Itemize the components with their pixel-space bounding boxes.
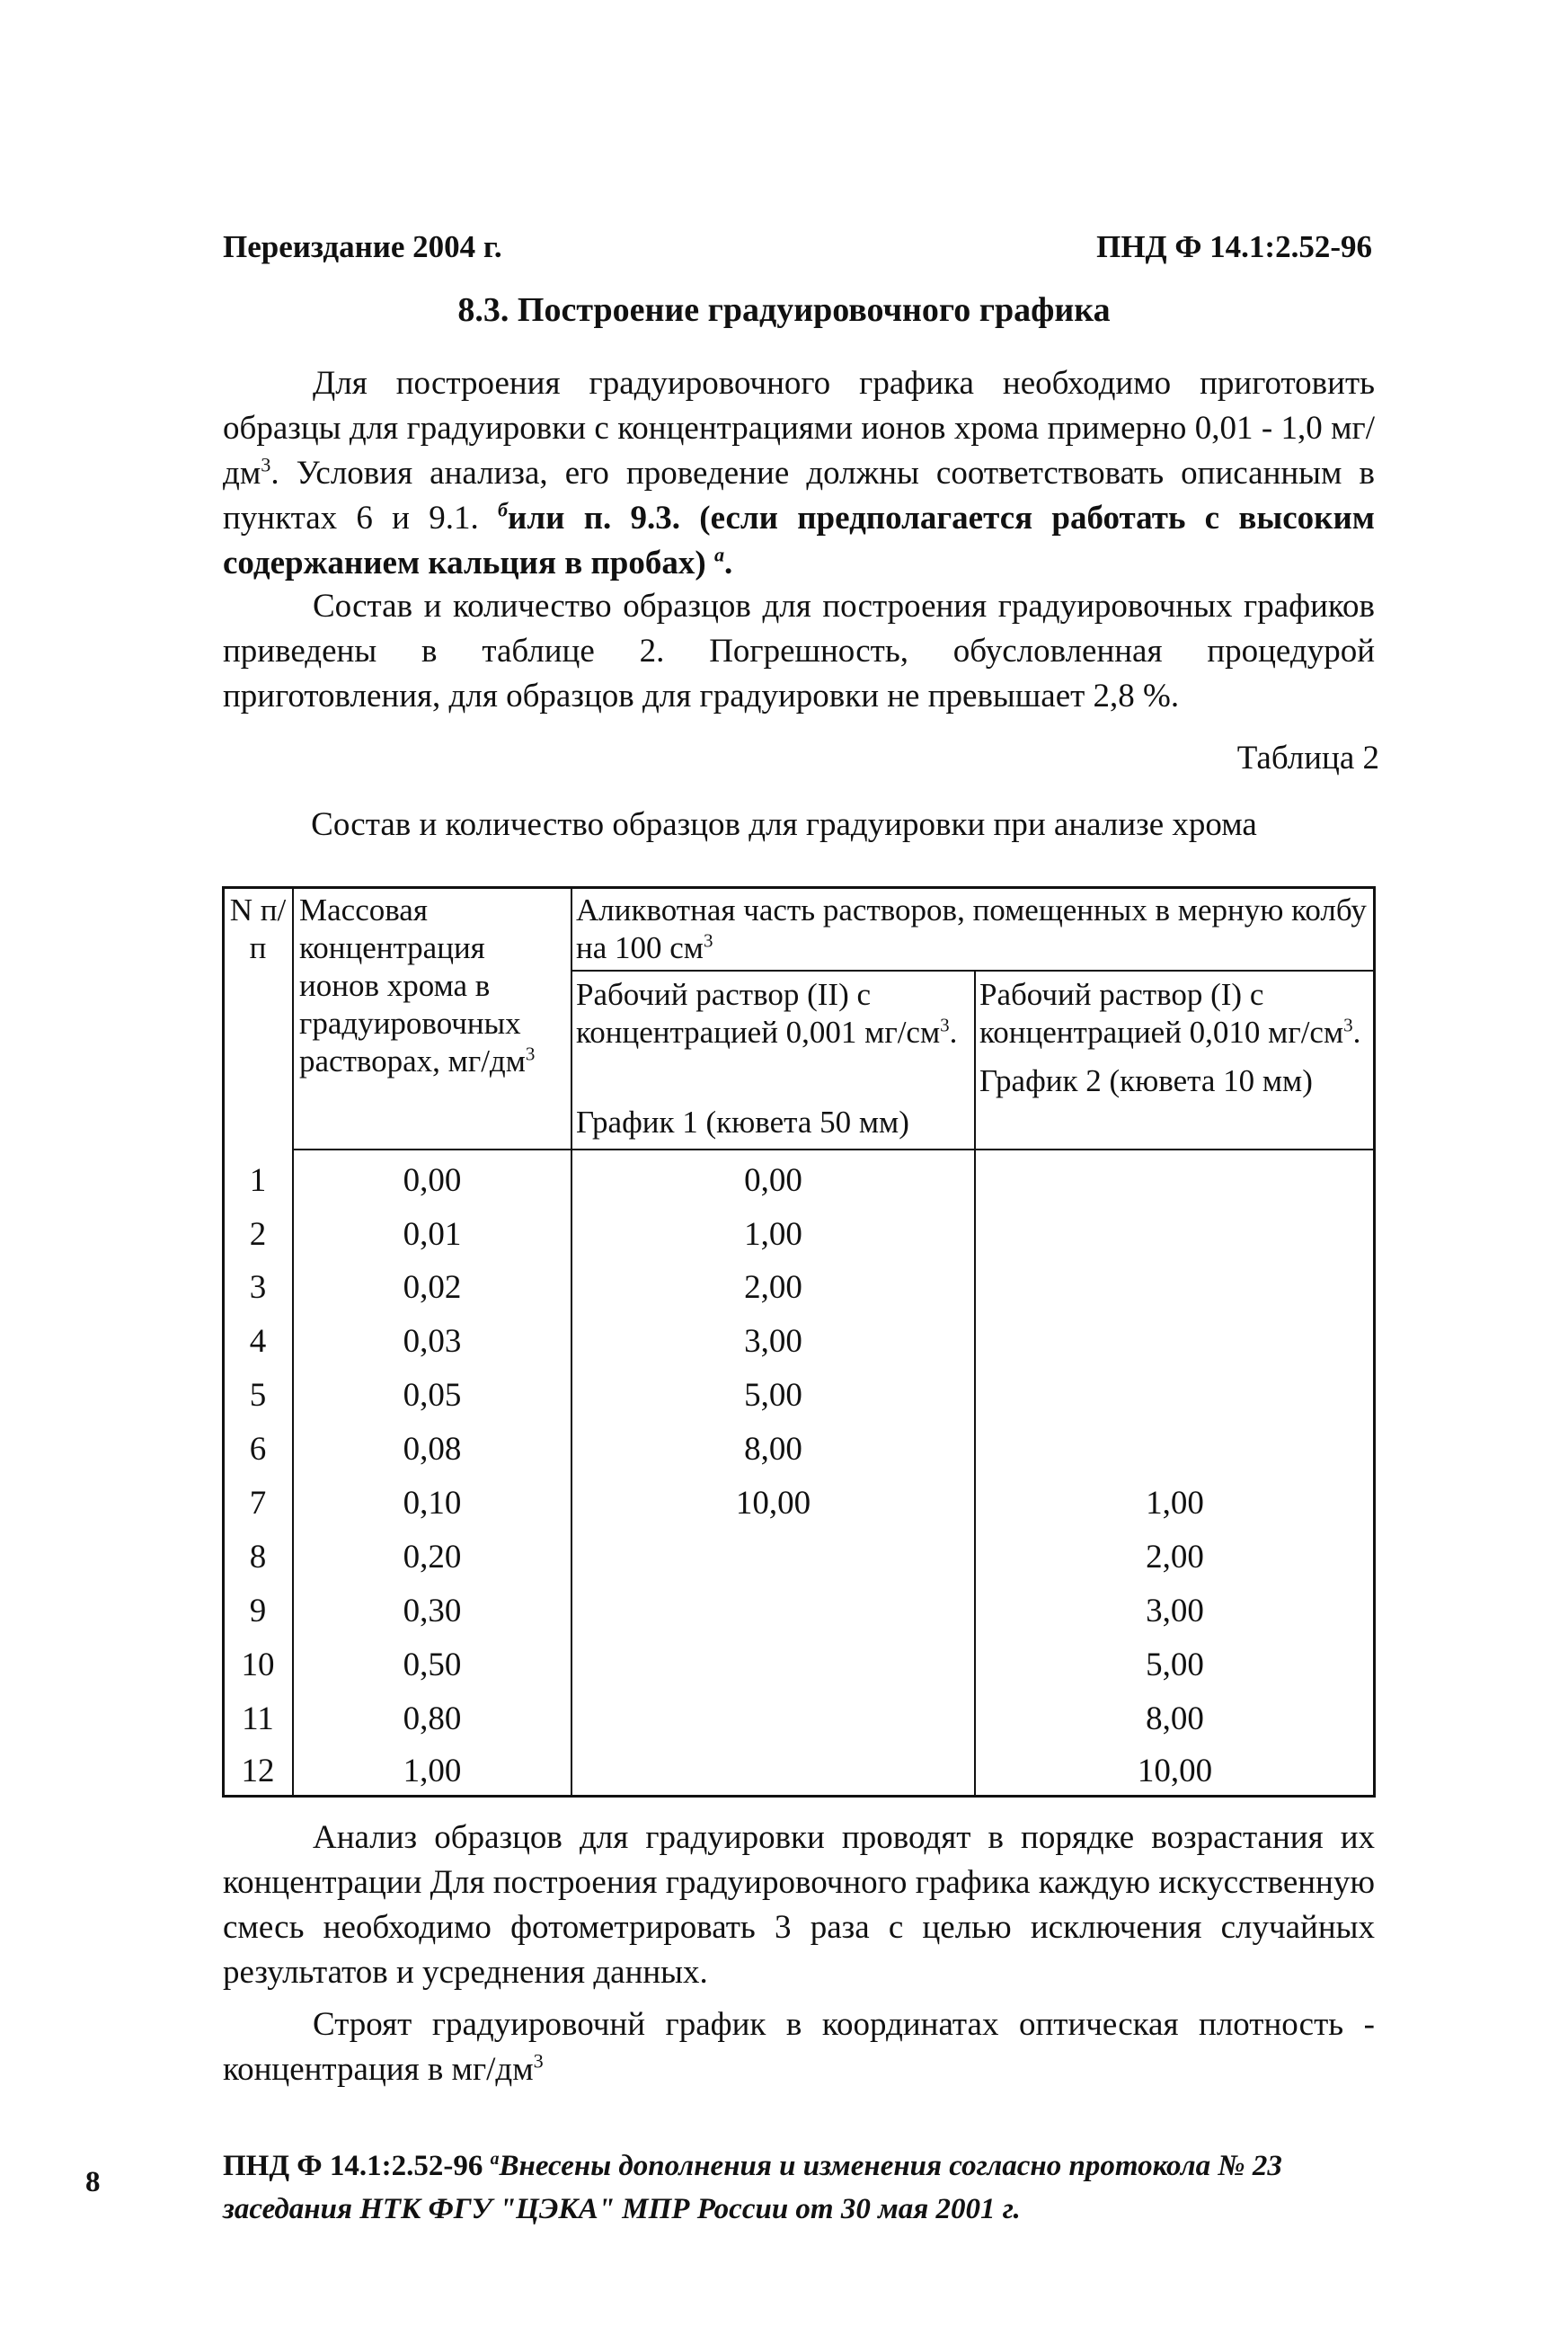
- cell-concentration: 0,30: [403, 1593, 462, 1629]
- header-working-solution-2-text: Рабочий раствор (II) с концентрацией 0,001 мг/см: [576, 977, 941, 1050]
- footer-amendment-note: [223, 2144, 1391, 2231]
- cell-row-number: 5: [249, 1377, 267, 1414]
- header-graph-1: График 1 (кювета 50 мм): [576, 1105, 909, 1140]
- paragraph-intro-sup: 3: [261, 453, 271, 476]
- cell-row-number: 4: [249, 1323, 267, 1360]
- cell-concentration: 0,80: [403, 1700, 462, 1737]
- paragraph-intro-bold: или п. 9.3. (если предполагается работать с высоким содержанием кальция в пробах): [223, 500, 1375, 582]
- cell-graph2-volume: 1,00: [1146, 1485, 1204, 1522]
- header-graph-2: График 2 (кювета 10 мм): [979, 1063, 1313, 1098]
- cell-graph1-volume: 5,00: [744, 1377, 802, 1414]
- cell-concentration: 0,03: [403, 1323, 462, 1360]
- cell-row-number: 9: [249, 1593, 267, 1629]
- section-title: 8.3. Построение градуировочного графика: [457, 291, 1111, 329]
- amendment-mark-open: б: [497, 498, 509, 521]
- paragraph-intro-text-b: . Условия анализа, его проведение должны соответствовать описанным в пунктах 6 и 9.1.: [223, 455, 1375, 537]
- cell-graph2-volume: 10,00: [1137, 1753, 1213, 1789]
- cell-concentration: 0,10: [403, 1485, 462, 1522]
- cell-concentration: 0,08: [403, 1431, 462, 1468]
- cell-concentration: 0,01: [403, 1216, 462, 1253]
- cell-concentration: 0,20: [403, 1539, 462, 1576]
- paragraph-table-reference: Состав и количество образцов для построения градуировочных графиков приведены в таблице 2. Погрешность, обусловленная процедурой приготовления, для образцов для градуировки не превышает 2,8 %.: [223, 588, 1375, 715]
- cell-graph2-volume: 3,00: [1146, 1593, 1204, 1629]
- header-edition: Переиздание 2004 г.: [223, 229, 502, 264]
- table-label: Таблица 2: [1236, 740, 1379, 777]
- cell-row-number: 6: [249, 1431, 267, 1468]
- table-caption: Состав и количество образцов для градуировки при анализе хрома: [311, 806, 1257, 843]
- paragraph-graph-coordinates: [223, 2002, 1375, 2092]
- cell-concentration: 0,05: [403, 1377, 462, 1414]
- cell-row-number: 10: [241, 1647, 275, 1683]
- cell-row-number: 12: [241, 1753, 275, 1789]
- cell-graph1-volume: 3,00: [744, 1323, 802, 1360]
- header-row-number: N п/п: [229, 892, 287, 965]
- calibration-table: [222, 886, 1376, 1798]
- header-working-solution-2-end: .: [949, 1015, 958, 1050]
- cell-graph1-volume: 10,00: [735, 1485, 811, 1522]
- header-working-solution-1-end: .: [1352, 1015, 1361, 1050]
- cell-row-number: 11: [242, 1700, 274, 1737]
- table-body: [222, 886, 1376, 1798]
- header-aliquot-sup: 3: [703, 929, 713, 952]
- cell-graph2-volume: 8,00: [1146, 1700, 1204, 1737]
- paragraph-intro-text-a: Для построения градуировочного графика необходимо приготовить образцы для градуировки с концентрациями ионов хрома примерно 0,01 - 1,0 мг/дм: [223, 365, 1375, 492]
- cell-graph1-volume: 2,00: [744, 1269, 802, 1306]
- paragraph-intro-end: .: [724, 545, 733, 582]
- paragraph-graph-coordinates-sup: 3: [533, 2049, 544, 2073]
- cell-row-number: 3: [249, 1269, 267, 1306]
- cell-row-number: 8: [249, 1539, 267, 1576]
- cell-graph2-volume: 2,00: [1146, 1539, 1204, 1576]
- cell-row-number: 2: [249, 1216, 267, 1253]
- footer-amendment-text: Внесены дополнения и изменения согласно протокола № 23 заседания НТК ФГУ "ЦЭКА" МПР России от 30 мая 2001 г.: [223, 2150, 1282, 2225]
- page-number: 8: [85, 2166, 101, 2198]
- footer-amendment-mark: а: [490, 2149, 500, 2169]
- header-aliquot-text: Аликвотная часть растворов, помещенных в мерную колбу на 100 см: [576, 892, 1367, 965]
- cell-concentration: 0,02: [403, 1269, 462, 1306]
- paragraph-graph-coordinates-text: Строят градуировочнй график в координатах оптическая плотность - концентрация в мг/дм: [223, 2006, 1375, 2088]
- header-mass-concentration-sup: 3: [525, 1043, 536, 1065]
- cell-row-number: 7: [249, 1485, 267, 1522]
- paragraph-analysis-order: Анализ образцов для градуировки проводят в порядке возрастания их концентрации Для построения градуировочного графика каждую искусственную смесь необходимо фотометрировать 3 раза с целью исключения случайных результатов и усреднения данных.: [223, 1819, 1375, 1991]
- header-working-solution-1-sup: 3: [1343, 1014, 1353, 1036]
- cell-graph1-volume: 8,00: [744, 1431, 802, 1468]
- footer-document-code: ПНД Ф 14.1:2.52-96: [223, 2150, 491, 2182]
- header-document-code: ПНД Ф 14.1:2.52-96: [1096, 229, 1372, 264]
- header-mass-concentration-text: Массовая концентрация ионов хрома в градуировочных растворах, мг/дм: [299, 892, 526, 1079]
- cell-graph2-volume: 5,00: [1146, 1647, 1204, 1683]
- cell-concentration: 0,00: [403, 1162, 462, 1199]
- cell-graph1-volume: 1,00: [744, 1216, 802, 1253]
- cell-graph1-volume: 0,00: [744, 1162, 802, 1199]
- cell-concentration: 1,00: [403, 1753, 462, 1789]
- header-working-solution-1-text: Рабочий раствор (I) с концентрацией 0,010 мг/см: [979, 977, 1344, 1050]
- amendment-mark-close: а: [713, 543, 725, 566]
- cell-row-number: 1: [249, 1162, 267, 1199]
- header-working-solution-2-sup: 3: [940, 1014, 950, 1036]
- paragraph-intro: [223, 361, 1375, 586]
- cell-concentration: 0,50: [403, 1647, 462, 1683]
